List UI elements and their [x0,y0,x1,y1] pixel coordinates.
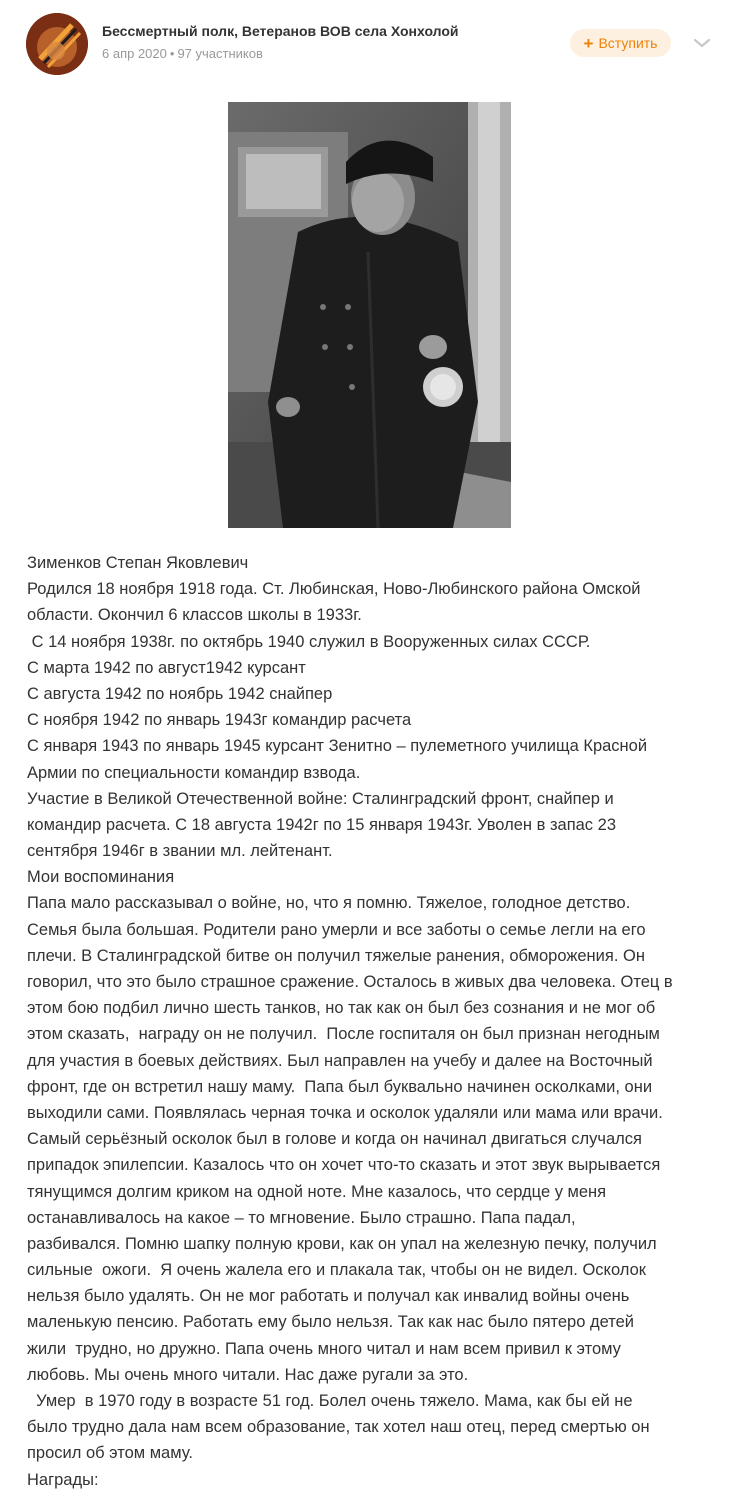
group-title[interactable]: Бессмертный полк, Ветеранов ВОВ села Хонхолой [102,23,459,39]
join-button[interactable] [570,29,671,57]
post-text-line: Мои воспоминания [27,868,175,887]
join-button-label: Вступить [598,35,658,51]
post-text-line: С марта 1942 по август1942 курсант [27,658,306,677]
post-text-line: С января 1943 по январь 1945 курсант Зенитно – пулеметного училища Красной [27,737,648,756]
post-text-line: любовь. Мы очень много читали. Нас даже ругали за это. [27,1365,469,1384]
post-text-line: было трудно дала нам всем образование, так хотел наш отец, перед смертью он [27,1418,650,1437]
post-text-line: С ноября 1942 по январь 1943г командир расчета [27,711,412,730]
post-text-line: Самый серьёзный осколок был в голове и когда он начинал двигаться случался [27,1130,642,1149]
post-header [0,0,744,90]
post-text [27,550,732,1493]
post-text-line: просил об этом маму. [27,1444,193,1463]
post-text-line: Папа мало рассказывал о войне, но, что я помню. Тяжелое, голодное детство. [27,894,631,913]
post-text-line: выходили сами. Появлялась черная точка и осколок удаляли или мама или врачи. [27,1103,663,1122]
post-text-line: фронт, где он встретил нашу маму. Папа был буквально начинен осколками, они [27,1077,653,1096]
post-text-line: для участия в боевых действиях. Был направлен на учебу и далее на Восточный [27,1051,653,1070]
post-text-line: командир расчета. С 18 августа 1942г по 15 января 1943г. Уволен в запас 23 [27,815,616,834]
post-text-line: Участие в Великой Отечественной войне: Сталинградский фронт, снайпер и [27,789,614,808]
plus-icon: + [583,33,594,53]
post-text-line: говорил, что это было страшное сражение. Осталось в живых два человека. Отец в [27,973,673,991]
post-text-line: маленькую пенсию. Работать ему было нельзя. Так как нас было пятеро детей [27,1313,635,1332]
post-text-line: останавливалось на какое – то мгновение. Было страшно. Папа падал, [27,1208,576,1227]
post-text-line: тянущимся долгим криком на одной ноте. Мне казалось, что сердце у меня [27,1182,607,1201]
post-text-line: сильные ожоги. Я очень жалела его и плакала так, чтобы он не видел. Осколок [27,1261,646,1280]
post-text-line: С августа 1942 по ноябрь 1942 снайпер [27,684,333,703]
post-text-line: Умер в 1970 году в возрасте 51 год. Болел очень тяжело. Мама, как бы ей не [27,1392,633,1410]
post-text-line: Зименков Степан Яковлевич [27,554,249,572]
post-text-line: С 14 ноября 1938г. по октябрь 1940 служил в Вооруженных силах СССР. [27,632,591,651]
veteran-photo-image [228,102,511,528]
post-text-line: жили трудно, но дружно. Папа очень много читал и нам всем привил к этому [27,1339,621,1358]
post-text-line: области. Окончил 6 классов школы в 1933г. [27,606,362,625]
post-text-line: этом бою подбил лично шесть танков, но так как он был без сознания и не мог об [27,999,656,1018]
meta-separator: • [169,46,175,61]
group-avatar[interactable] [26,13,88,75]
post-text-line: Армии по специальности командир взвода. [27,763,361,782]
post-text-line: плечи. В Сталинградской битве он получил тяжелые ранения, обморожения. Он [27,946,645,965]
post-date: 6 апр 2020 [102,46,167,61]
veteran-photo[interactable] [228,102,511,528]
post-text-line: разбивался. Помню шапку полную крови, как он упал на железную печку, получил [27,1234,657,1253]
chevron-down-icon[interactable] [691,35,713,51]
post-text-line: припадок эпилепсии. Казалось что он хочет что-то сказать и этот звук вырывается [27,1156,661,1175]
member-count[interactable]: 97 участников [177,46,263,61]
post-text-line: Награды: [27,1470,99,1489]
post-text-line: Родился 18 ноября 1918 года. Ст. Любинская, Ново-Любинского района Омской [27,580,641,599]
post-text-line: нельзя было удалять. Он не мог работать и получал как инвалид войны очень [27,1287,630,1306]
post-text-line: Семья была большая. Родители рано умерли и все заботы о семье легли на его [27,920,646,939]
post-text-line: этом сказать, награду он не получил. После госпиталя он был признан негодным [27,1025,660,1044]
post-meta [102,46,263,61]
post-text-line: сентября 1946г в звании мл. лейтенант. [27,842,333,861]
group-avatar-image [26,13,88,75]
